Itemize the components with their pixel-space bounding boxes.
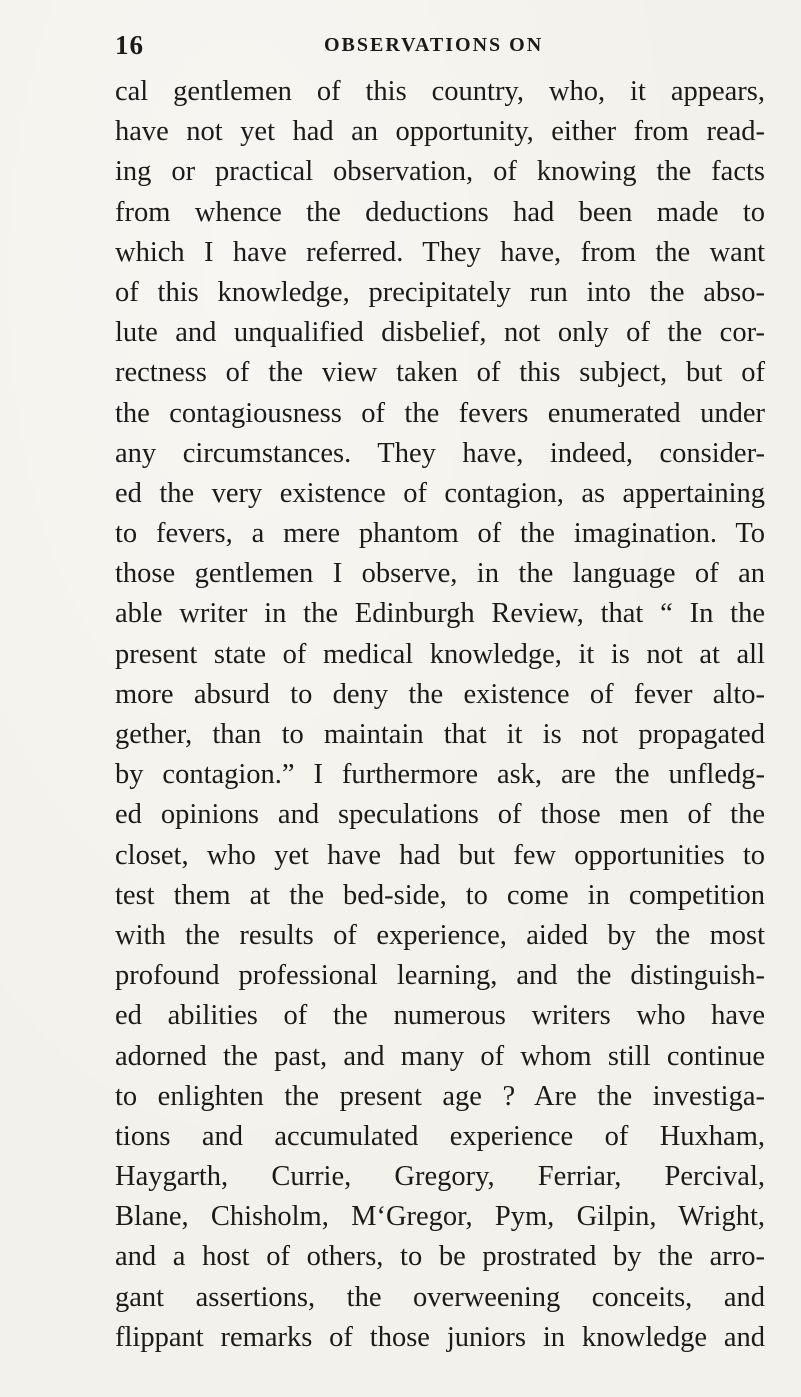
body-text [115, 72, 765, 1358]
text-line: more absurd to deny the existence of fever alto- [115, 678, 765, 710]
text-line: to fevers, a mere phantom of the imagination. To [115, 518, 765, 550]
text-line: any circumstances. They have, indeed, consider- [115, 437, 765, 469]
text-line: present state of medical knowledge, it is not at all [115, 638, 765, 670]
text-line: which I have referred. They have, from the want [115, 236, 765, 268]
text-line: ing or practical observation, of knowing the facts [115, 156, 765, 188]
text-line: ed the very existence of contagion, as appertaining [115, 477, 765, 509]
text-line: able writer in the Edinburgh Review, that “ In the [115, 598, 765, 630]
text-line: gant assertions, the overweening conceits, and [115, 1281, 765, 1313]
text-line: to enlighten the present age ? Are the investiga- [115, 1080, 765, 1112]
running-head [115, 30, 761, 60]
text-line: cal gentlemen of this country, who, it appears, [115, 76, 765, 107]
text-line: from whence the deductions had been made to [115, 196, 765, 228]
text-line: of this knowledge, precipitately run into the abso- [115, 276, 765, 308]
text-line: closet, who yet have had but few opportunities to [115, 839, 765, 871]
text-line: Blane, Chisholm, M‘Gregor, Pym, Gilpin, Wright, [115, 1201, 765, 1233]
text-line: ed opinions and speculations of those men of the [115, 799, 765, 831]
text-line: tions and accumulated experience of Huxham, [115, 1120, 765, 1152]
text-line: adorned the past, and many of whom still continue [115, 1040, 765, 1072]
text-line: with the results of experience, aided by the most [115, 919, 765, 951]
text-line: rectness of the view taken of this subject, but of [115, 357, 765, 389]
text-line: Haygarth, Currie, Gregory, Ferriar, Percival, [115, 1161, 765, 1193]
text-line: test them at the bed-side, to come in competition [115, 879, 765, 911]
text-line: flippant remarks of those juniors in knowledge and [115, 1321, 765, 1353]
text-line: have not yet had an opportunity, either from read- [115, 116, 765, 148]
text-line: those gentlemen I observe, in the language of an [115, 558, 765, 590]
text-line: and a host of others, to be prostrated by the arro- [115, 1241, 765, 1273]
text-line: by contagion.” I furthermore ask, are the unfledg- [115, 759, 765, 791]
text-line: ed abilities of the numerous writers who have [115, 1000, 765, 1032]
text-line: lute and unqualified disbelief, not only of the cor- [115, 317, 765, 349]
page-number: 16 [115, 30, 144, 60]
running-title: OBSERVATIONS ON [324, 34, 544, 56]
text-line: the contagiousness of the fevers enumerated under [115, 397, 765, 429]
text-line: gether, than to maintain that it is not propagated [115, 719, 765, 750]
text-line: profound professional learning, and the distinguish- [115, 960, 765, 992]
